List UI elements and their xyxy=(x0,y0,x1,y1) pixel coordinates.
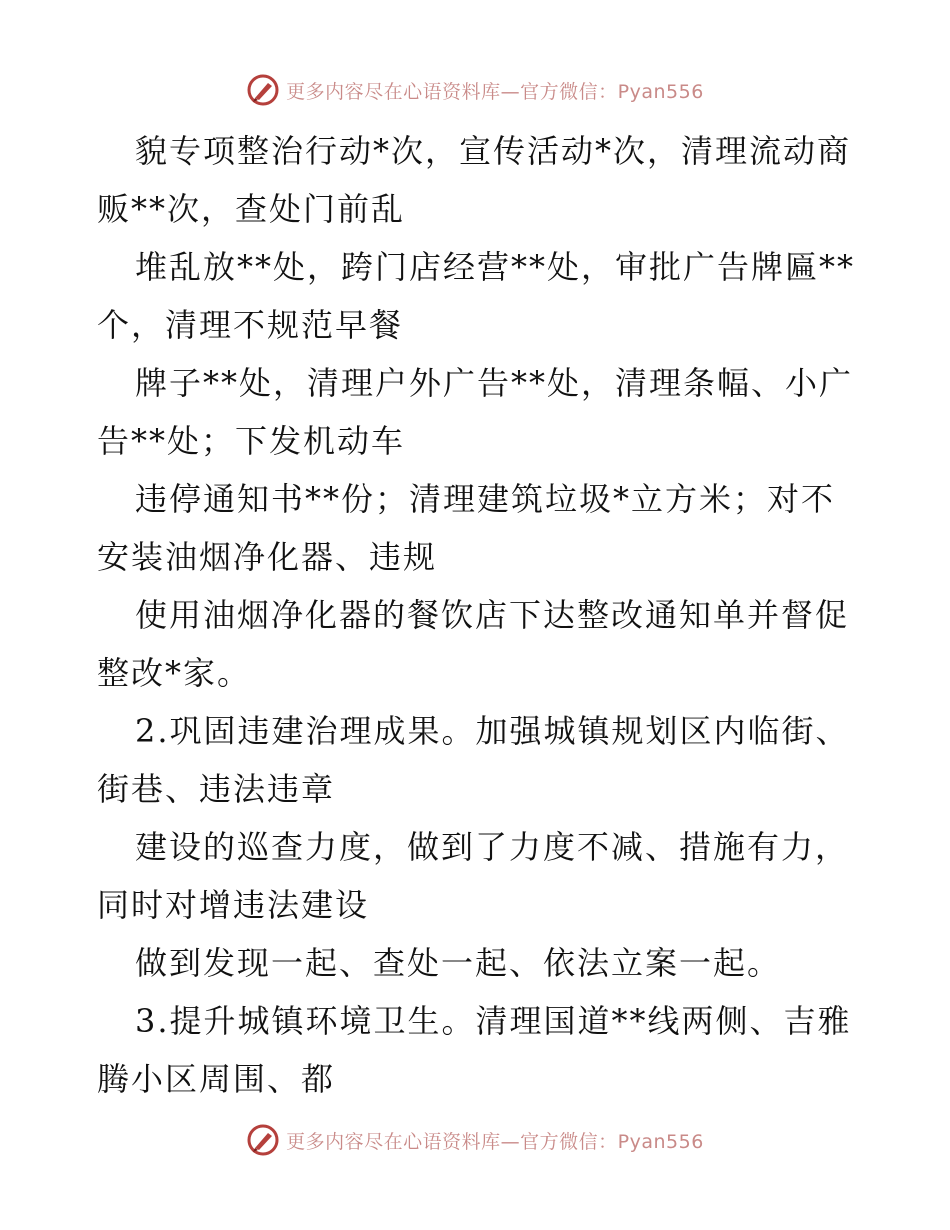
paragraph: 3.提升城镇环境卫生。清理国道**线两侧、吉雅腾小区周围、都 xyxy=(97,1002,852,1098)
document-body xyxy=(97,122,857,1108)
paragraph: 做到发现一起、查处一起、依法立案一起。 xyxy=(135,944,782,982)
footer-watermark xyxy=(0,1120,950,1160)
paragraph: 2.巩固违建治理成果。加强城镇规划区内临街、街巷、违法违章 xyxy=(97,712,850,808)
pen-circle-logo-icon xyxy=(246,73,280,107)
pen-circle-logo-icon xyxy=(246,1123,280,1157)
paragraph: 貌专项整治行动*次，宣传活动*次，清理流动商贩**次，查处门前乱 xyxy=(97,132,852,228)
header-watermark xyxy=(0,70,950,110)
paragraph: 牌子**处，清理户外广告**处，清理条幅、小广告**处；下发机动车 xyxy=(97,364,854,460)
paragraph: 使用油烟净化器的餐饮店下达整改通知单并督促整改*家。 xyxy=(97,596,850,692)
paragraph: 建设的巡查力度，做到了力度不减、措施有力，同时对增违法建设 xyxy=(97,828,850,924)
paragraph: 违停通知书**份；清理建筑垃圾*立方米；对不安装油烟净化器、违规 xyxy=(97,480,836,576)
watermark-text: 更多内容尽在心语资料库—官方微信：Pyan556 xyxy=(286,80,704,103)
watermark-text: 更多内容尽在心语资料库—官方微信：Pyan556 xyxy=(286,1130,704,1153)
paragraph: 堆乱放**处，跨门店经营**处，审批广告牌匾**个，清理不规范早餐 xyxy=(97,248,856,344)
